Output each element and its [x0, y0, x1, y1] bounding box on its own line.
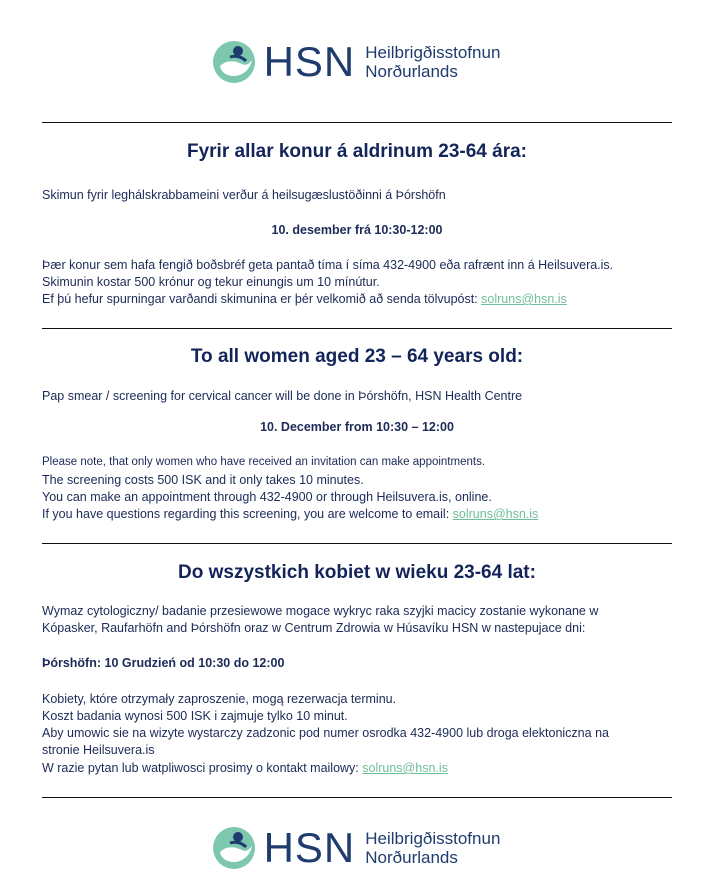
info-line — [42, 761, 448, 775]
email-link[interactable]: solruns@hsn.is — [452, 507, 539, 521]
contact-text: If you have questions regarding this screening, you are welcome to email: — [42, 507, 450, 521]
hsn-logo-icon — [212, 40, 256, 84]
info-line: Skimunin kostar 500 krónur og tekur einungis um 10 mínútur. — [42, 275, 380, 289]
email-link[interactable]: solruns@hsn.is — [481, 292, 567, 306]
contact-text: W razie pytan lub watpliwosci prosimy o kontakt mailowy: — [42, 761, 359, 775]
footer-logo — [0, 826, 712, 870]
info-line: You can make an appointment through 432-4900 or through Heilsuvera.is, online. — [42, 490, 492, 504]
divider — [42, 543, 672, 544]
divider — [42, 122, 672, 123]
info-line — [42, 292, 567, 306]
divider — [42, 797, 672, 798]
logo-name-line1: Heilbrigðisstofnun — [365, 43, 501, 62]
logo-name-line1: Heilbrigðisstofnun — [365, 829, 501, 848]
hsn-logo-icon — [212, 826, 256, 870]
header-logo — [0, 40, 712, 84]
info-line: stronie Heilsuvera.is — [42, 743, 155, 757]
info-line — [42, 507, 538, 521]
contact-text: Ef þú hefur spurningar varðandi skimunina er þér velkomið að senda tölvupóst: — [42, 292, 478, 306]
intro-text: Pap smear / screening for cervical cancer will be done in Þórshöfn, HSN Health Centre — [42, 389, 523, 403]
section-title-icelandic: Fyrir allar konur á aldrinum 23-64 ára: — [186, 141, 528, 162]
screening-date: 10. December from 10:30 – 12:00 — [260, 420, 454, 434]
screening-date: Þórshöfn: 10 Grudzień od 10:30 do 12:00 — [42, 656, 285, 670]
info-line: Please note, that only women who have received an invitation can make appointments. — [42, 456, 486, 468]
info-line: Þær konur sem hafa fengið boðsbréf geta pantað tíma í síma 432-4900 eða rafrænt inn á Heilsuvera.is. — [42, 258, 614, 272]
logo-name-line2: Norðurlands — [365, 848, 458, 867]
screening-date: 10. desember frá 10:30-12:00 — [271, 223, 443, 237]
intro-text: Skimun fyrir leghálskrabbameini verður á heilsugæslustöðinni á Þórshöfn — [42, 188, 446, 202]
intro-text: Kópasker, Raufarhöfn and Þórshöfn oraz w Centrum Zdrowia w Húsavíku HSN w nastepujace dni: — [42, 621, 586, 635]
info-line: Koszt badania wynosi 500 ISK i zajmuje tylko 10 minut. — [42, 709, 348, 723]
section-title-english: To all women aged 23 – 64 years old: — [190, 346, 524, 367]
logo-abbr: HSN — [263, 38, 356, 85]
info-line: Kobiety, które otrzymały zaproszenie, mogą rezerwacja terminu. — [42, 692, 397, 706]
logo-name-line2: Norðurlands — [365, 62, 458, 81]
intro-text: Wymaz cytologiczny/ badanie przesiewowe mogace wykryc raka szyjki macicy zostanie wykonane w — [42, 604, 599, 618]
email-link[interactable]: solruns@hsn.is — [362, 761, 448, 775]
info-line: Aby umowic sie na wizyte wystarczy zadzonic pod numer osrodka 432-4900 lub droga elektoniczna na — [42, 726, 609, 740]
section-title-polish: Do wszystkich kobiet w wieku 23-64 lat: — [178, 562, 536, 583]
info-line: The screening costs 500 ISK and it only takes 10 minutes. — [42, 473, 364, 487]
logo-abbr: HSN — [263, 824, 356, 871]
divider — [42, 328, 672, 329]
